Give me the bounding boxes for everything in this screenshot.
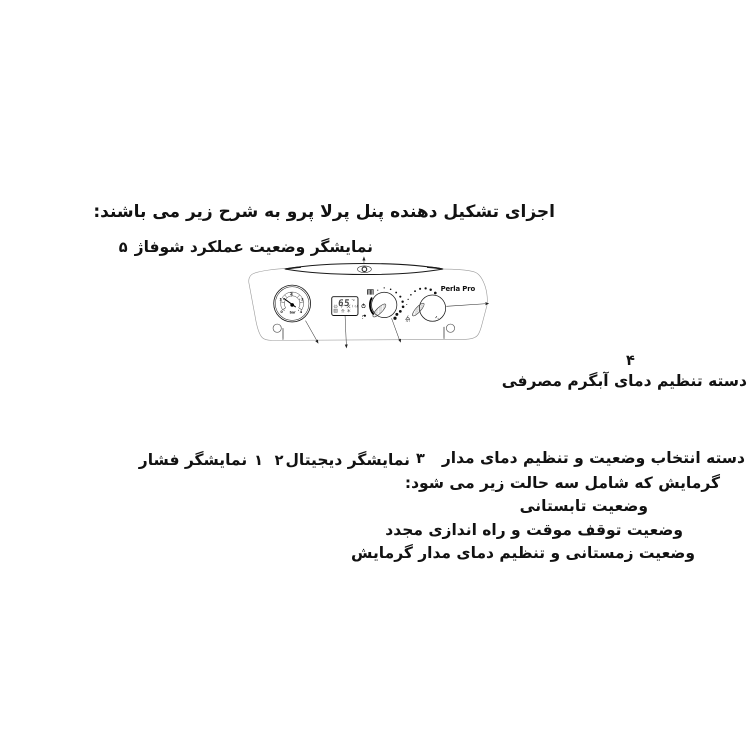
gauge-tick-4: 4 [299,310,303,315]
callout-5-number: ۵ [118,240,128,256]
callout-4-label: دسته تنظیم دمای آبگرم مصرفی [501,372,747,390]
lcd-temperature-value: 65 [337,297,351,309]
left-screw-hole [273,324,281,332]
left-slot [282,328,283,339]
arrowhead-2 [345,344,348,348]
callout-3-number: ۳ [415,451,425,467]
mode-summer: وضعیت تابستانی [519,497,648,515]
callout-2-label: نمایشگر دیجیتال [285,451,410,469]
gauge-unit-label: bar [289,310,296,315]
digital-display [332,297,358,316]
callout-5-label: نمایشگر وضعیت عملکرد شوفاژ [134,238,373,256]
lcd-temperature-unit: °c [351,297,355,302]
pressure-gauge [274,285,311,322]
callout-3-line1: دسته انتخاب وضعیت و تنظیم دمای مدار [441,449,745,467]
gauge-tick-0: 0 [280,310,283,315]
gauge-tick-1: 1 [279,297,282,302]
gauge-tick-3: 3 [301,297,304,302]
callout-1-label: نمایشگر فشار [138,451,248,469]
callout-2-number: ۲ [274,453,284,469]
arrowhead-5 [362,256,365,260]
callout-1-number: ۱ [254,453,263,469]
boiler-panel-diagram [90,252,660,467]
right-screw-hole [446,324,454,332]
status-lamp-icon [362,267,367,272]
page-title: اجزای تشکیل دهنده پنل پرلا پرو به شرح زیر می باشند: [93,202,555,222]
gauge-tick-2: 2 [290,291,293,296]
callout-3-line2: گرمایش که شامل سه حالت زیر می شود: [404,473,720,492]
brand-logo: Perla Pro [440,285,476,294]
right-slot [443,327,444,339]
dhw-knob-dial [419,295,445,321]
gauge-needle-hub [290,303,294,307]
callout-4-number: ۴ [626,353,635,369]
mode-standby-restart: وضعیت توقف موقت و راه اندازی مجدد [385,520,683,539]
mode-winter: وضعیت زمستانی و تنظیم دمای مدار گرمایش [351,544,695,562]
